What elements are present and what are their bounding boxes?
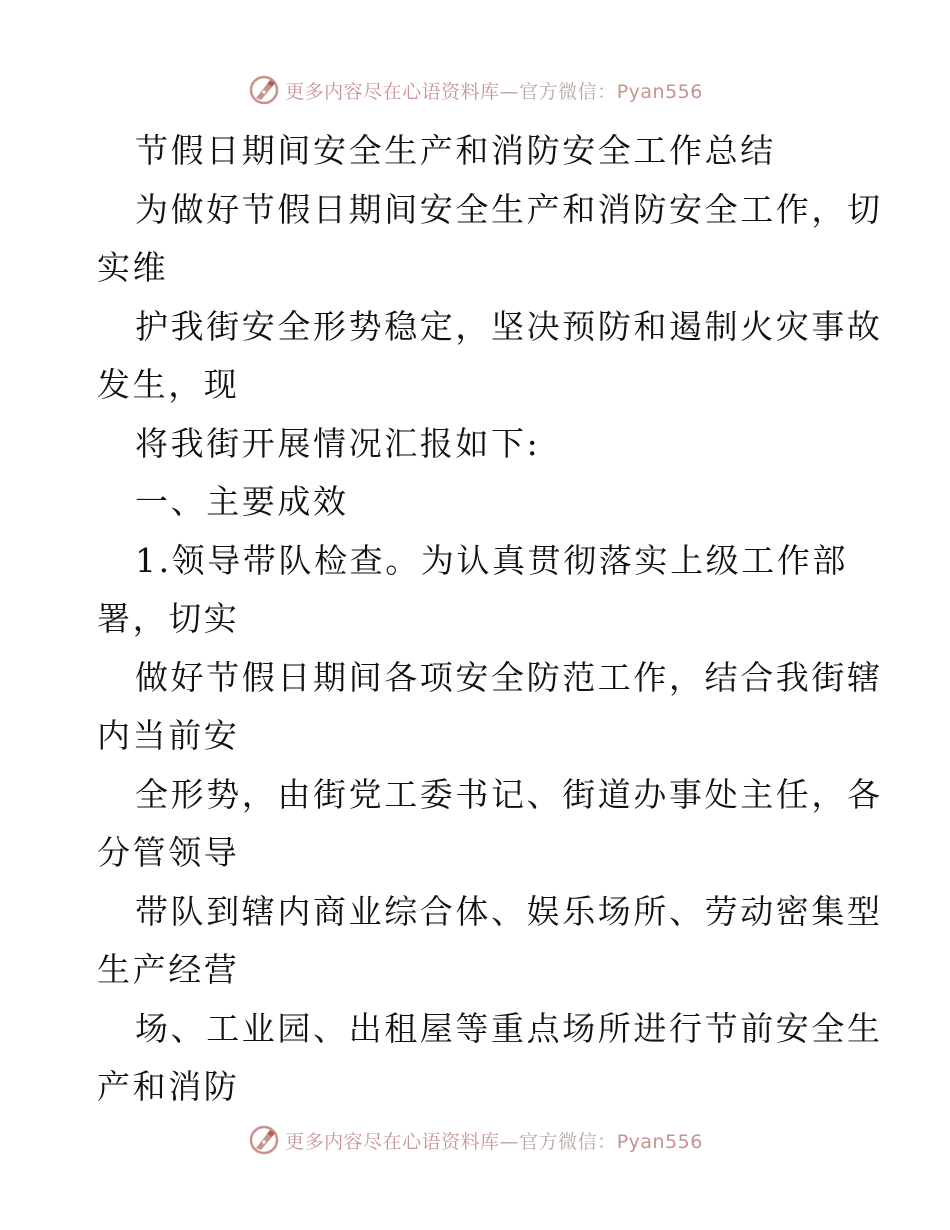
pen-nib-circle-icon xyxy=(247,73,281,107)
document-title: 节假日期间安全生产和消防安全工作总结 xyxy=(135,131,776,170)
header-watermark xyxy=(0,73,950,107)
watermark-main-text: 更多内容尽在心语资料库 xyxy=(285,1130,500,1153)
footer-watermark xyxy=(0,1123,950,1157)
paragraph-line: 护我街安全形势稳定，坚决预防和遏制火灾事故 xyxy=(135,306,883,346)
watermark-main-text: 更多内容尽在心语资料库 xyxy=(285,80,500,103)
document-body xyxy=(97,122,883,1117)
paragraph-line: 发生，现 xyxy=(97,365,240,404)
paragraph-line: 分管领导 xyxy=(97,833,240,872)
paragraph-line: 产和消防 xyxy=(97,1067,240,1106)
watermark-wechat-id: Pyan556 xyxy=(616,80,703,103)
watermark-text xyxy=(285,1127,703,1154)
watermark-separator: — xyxy=(499,80,520,103)
paragraph-line: 全形势，由街党工委书记、街道办事处主任，各 xyxy=(135,774,883,814)
paragraph-line: 实维 xyxy=(97,248,169,287)
paragraph-line: 署，切实 xyxy=(97,599,240,638)
paragraph-line: 做好节假日期间各项安全防范工作，结合我街辖 xyxy=(135,657,883,697)
paragraph-line: 生产经营 xyxy=(97,950,240,989)
section-heading: 一、主要成效 xyxy=(135,482,349,521)
paragraph-line: 内当前安 xyxy=(97,716,240,755)
paragraph-line: 为做好节假日期间安全生产和消防安全工作，切 xyxy=(135,189,883,229)
watermark-wechat-label: 官方微信： xyxy=(519,1130,617,1153)
pen-nib-circle-icon xyxy=(247,1123,281,1157)
watermark-wechat-id: Pyan556 xyxy=(616,1130,703,1153)
paragraph-line: 场、工业园、出租屋等重点场所进行节前安全生 xyxy=(135,1008,883,1048)
paragraph-line: 将我街开展情况汇报如下: xyxy=(135,423,541,463)
watermark-separator: — xyxy=(499,1130,520,1153)
paragraph-line: 带队到辖内商业综合体、娱乐场所、劳动密集型 xyxy=(135,891,883,931)
watermark-wechat-label: 官方微信： xyxy=(519,80,617,103)
watermark-text xyxy=(285,77,703,104)
paragraph-line: 1.领导带队检查。为认真贯彻落实上级工作部 xyxy=(135,540,849,580)
